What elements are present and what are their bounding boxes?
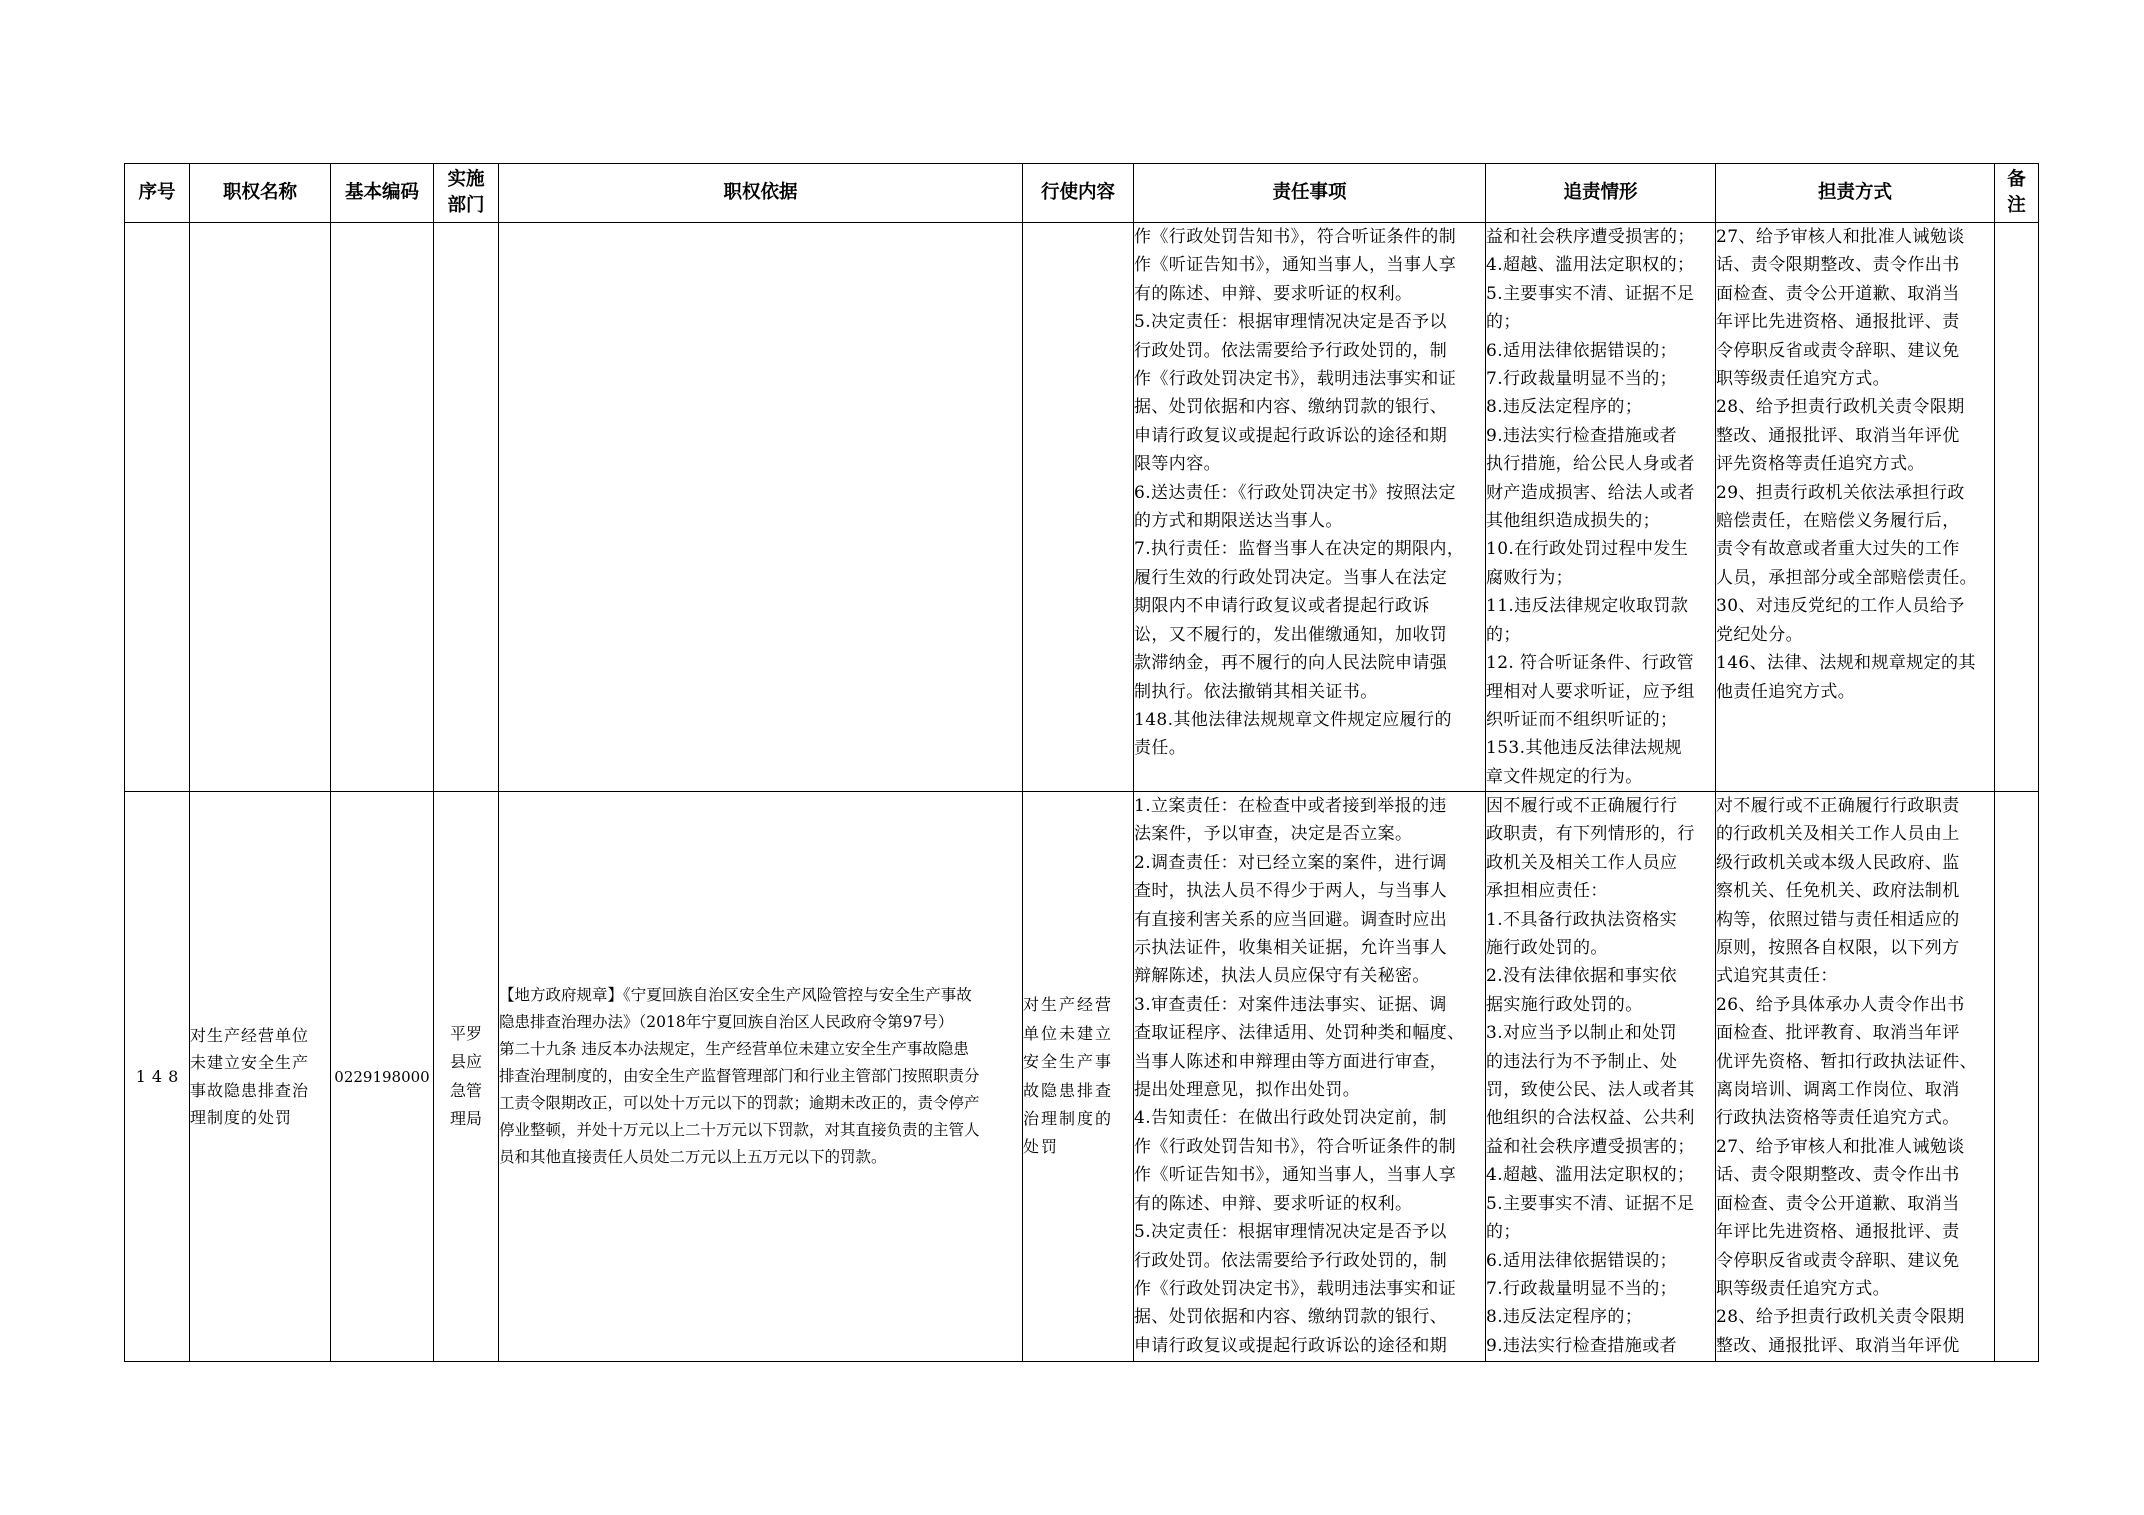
dept-cell [434, 223, 499, 792]
table-row [125, 223, 2039, 792]
header-liability-label: 担责方式 [1817, 182, 1892, 203]
seq-cell [125, 223, 190, 792]
accountability-text: 因不履行或不正确履行行 政职责，有下列情形的，行 政机关及相关工作人员应 承担相应责任： 1.不具备行政执法资格实 施行政处罚的。 2.没有法律依据和事实依 据实施行政处罚的。 3.对应当予以制止和处罚 的违法行为不予制止、处 罚，致使公民、法人或者其 他组织的合法权益、公共利 益和社会秩序遭受损害的； 4.超越、滥用法定职权的； 5.主要事实不清、证据不足 的； 6.适用法律依据错误的； 7.行政裁量明显不当的； 8.违反法定程序的； 9.违法实行检查措施或者 [1486, 796, 1695, 1356]
header-row [125, 164, 2039, 223]
header-content-label: 行使内容 [1040, 182, 1115, 203]
seq-text: 148 [135, 1067, 185, 1086]
liability-cell [1716, 223, 1995, 792]
header-power-name [190, 164, 331, 223]
liability-text: 27、给予审核人和批准人诫勉谈 话、责令限期整改、责令作出书 面检查、责令公开道歉、取消当 年评比先进资格、通报批评、责 令停职反省或责令辞职、建议免 职等级责任追究方式。 28、给予担责行政机关责令限期 整改、通报批评、取消当年评优 评先资格等责任追究方式。 29、担责行政机关依法承担行政 赔偿责任，在赔偿义务履行后， 责令有故意或者重大过失的工作 人员，承担部分或全部赔偿责任。 30、对违反党纪的工作人员给予 党纪处分。 146、法律、法规和规章规定的其 他责任追究方式。 [1716, 227, 1977, 702]
header-seq [125, 164, 190, 223]
power-name-cell [190, 792, 331, 1362]
accountability-cell [1486, 792, 1716, 1362]
power-name-text: 对生产经营单位 未建立安全生产 事故隐患排查治 理制度的处罚 [190, 1025, 310, 1127]
code-cell [331, 792, 434, 1362]
liability-cell [1716, 792, 1995, 1362]
dept-text: 平罗 县应 急管 理局 [449, 1023, 482, 1128]
header-dept-label: 实施部门 [447, 169, 485, 216]
content-text: 对生产经营 单位未建立 安全生产事 故隐患排查 治理制度的 处罚 [1023, 995, 1114, 1157]
header-content [1023, 164, 1134, 223]
header-duty [1134, 164, 1486, 223]
header-code-label: 基本编码 [344, 182, 419, 203]
duty-cell [1134, 792, 1486, 1362]
power-name-cell [190, 223, 331, 792]
header-basis-label: 职权依据 [723, 182, 798, 203]
seq-cell [125, 792, 190, 1362]
power-list-table [124, 163, 2039, 1362]
duty-text: 1.立案责任：在检查中或者接到举报的违 法案件，予以审查，决定是否立案。 2.调查责任：对已经立案的案件，进行调 查时，执法人员不得少于两人，与当事人 有直接利害关系的应当回避。调查时应出 示执法证件，收集相关证据，允许当事人 辩解陈述，执法人员应保守有关秘密。 3.审查责任：对案件违法事实、证据、调 查取证程序、法律适用、处罚种类和幅度、 当事人陈述和申辩理由等方面进行审查， 提出处理意见，拟作出处罚。 4.告知责任：在做出行政处罚决定前，制 作《行政处罚告知书》，符合听证条件的制 作《听证告知书》，通知当事人，当事人享 有的陈述、申辩、要求听证的权利。 5.决定责任：根据审理情况决定是否予以 行政处罚。依法需要给予行政处罚的，制 作《行政处罚决定书》，载明违法事实和证 据、处罚依据和内容、缴纳罚款的银行、 申请行政复议或提起行政诉讼的途径和期 [1134, 796, 1465, 1356]
basis-cell [499, 792, 1023, 1362]
content-cell [1023, 223, 1134, 792]
header-accountability [1486, 164, 1716, 223]
header-remark-label: 备注 [2007, 169, 2026, 216]
table-row [125, 792, 2039, 1362]
header-accountability-label: 追责情形 [1563, 182, 1638, 203]
header-liability [1716, 164, 1995, 223]
accountability-cell [1486, 223, 1716, 792]
accountability-text: 益和社会秩序遭受损害的； 4.超越、滥用法定职权的； 5.主要事实不清、证据不足 的； 6.适用法律依据错误的； 7.行政裁量明显不当的； 8.违反法定程序的； 9.违法实行检查措施或者 执行措施，给公民人身或者 财产造成损害、给法人或者 其他组织造成损失的； 10.在行政处罚过程中发生 腐败行为； 11.违反法律规定收取罚款 的； 12. 符合听证条件、行政管 理相对人要求听证，应予组 织听证而不组织听证的； 153.其他违反法律法规规 章文件规定的行为。 [1486, 227, 1695, 787]
code-cell [331, 223, 434, 792]
duty-text: 作《行政处罚告知书》，符合听证条件的制 作《听证告知书》，通知当事人，当事人享 有的陈述、申辩、要求听证的权利。 5.决定责任：根据审理情况决定是否予以 行政处罚。依法需要给予行政处罚的，制 作《行政处罚决定书》，载明违法事实和证 据、处罚依据和内容、缴纳罚款的银行、 申请行政复议或提起行政诉讼的途径和期 限等内容。 6.送达责任：《行政处罚决定书》按照法定 的方式和期限送达当事人。 7.执行责任：监督当事人在决定的期限内， 履行生效的行政处罚决定。当事人在法定 期限内不申请行政复议或者提起行政诉 讼，又不履行的，发出催缴通知，加收罚 款滞纳金，再不履行的向人民法院申请强 制执行。依法撤销其相关证书。 148.其他法律法规规章文件规定应履行的 责任。 [1134, 227, 1465, 759]
duty-cell [1134, 223, 1486, 792]
header-code [331, 164, 434, 223]
header-remark [1995, 164, 2039, 223]
basis-text: 【地方政府规章】《宁夏回族自治区安全生产风险管控与安全生产事故 隐患排查治理办法》（2018年宁夏回族自治区人民政府令第97号） 第二十九条 违反本办法规定，生产经营单位未建立安全生产事故隐患 排查治理制度的，由安全生产监督管理部门和行业主管部门按照职责分 工责令限期改正，可以处十万元以下的罚款；逾期未改正的，责令停产 停业整顿，并处十万元以上二十万元以下罚款，对其直接负责的主管人 员和其他直接责任人员处二万元以上五万元以下的罚款。 [499, 986, 980, 1166]
remark-cell [1995, 223, 2039, 792]
content-cell [1023, 792, 1134, 1362]
code-text: 0229198000 [334, 1067, 430, 1086]
header-power-name-label: 职权名称 [222, 182, 297, 203]
liability-text: 对不履行或不正确履行行政职责 的行政机关及相关工作人员由上 级行政机关或本级人民政府、监 察机关、任免机关、政府法制机 构等，依照过错与责任相适应的 原则，按照各自权限，以下列方 式追究其责任： 26、给予具体承办人责令作出书 面检查、批评教育、取消当年评 优评先资格、暂扣行政执法证件、 离岗培训、调离工作岗位、取消 行政执法资格等责任追究方式。 27、给予审核人和批准人诫勉谈 话、责令限期整改、责令作出书 面检查、责令公开道歉、取消当 年评比先进资格、通报批评、责 令停职反省或责令辞职、建议免 职等级责任追究方式。 28、给予担责行政机关责令限期 整改、通报批评、取消当年评优 [1716, 796, 1977, 1356]
header-duty-label: 责任事项 [1272, 182, 1347, 203]
header-basis [499, 164, 1023, 223]
header-dept [434, 164, 499, 223]
dept-cell [434, 792, 499, 1362]
basis-cell [499, 223, 1023, 792]
header-seq-label: 序号 [138, 182, 176, 203]
remark-cell [1995, 792, 2039, 1362]
